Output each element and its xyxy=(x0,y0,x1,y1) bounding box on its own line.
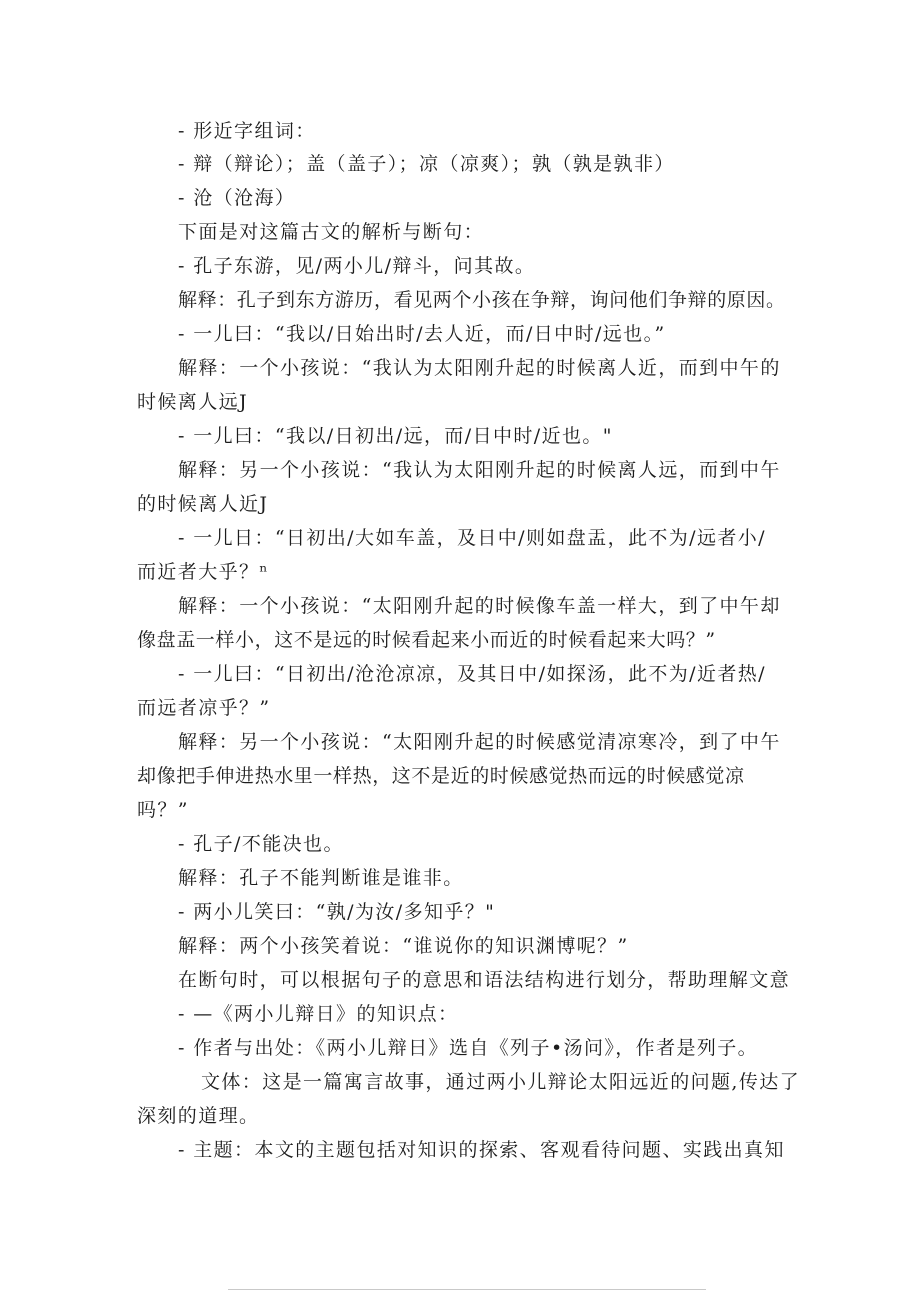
text-line: - 一儿曰：“我以/日始出时/去人近，而/日中时/远也。” xyxy=(178,323,666,345)
text-line: - 主题：本文的主题包括对知识的探索、客观看待问题、实践出真知 xyxy=(178,1139,785,1161)
text-line: - 一儿曰：“日初出/沧沧凉凉，及其日中/如探汤，此不为/近者热/ xyxy=(178,663,766,685)
text-line: 像盘盂一样小，这不是远的时候看起来小而近的时候看起来大吗？” xyxy=(137,629,716,651)
text-line: 的时候离人近J xyxy=(137,493,269,515)
text-line: - 辩（辩论）；盖（盖子）；凉（凉爽）；孰（孰是孰非） xyxy=(178,153,675,175)
text-line: - 作者与出处：《两小儿辩日》选自《列子•汤问》，作者是列子。 xyxy=(178,1037,759,1059)
text-line: 解释：另一个小孩说：“太阳刚升起的时候感觉清凉寒冷，到了中午 xyxy=(178,731,781,753)
text-line: - 一儿日：“日初出/大如车盖，及日中/则如盘盂，此不为/远者小/ xyxy=(178,527,766,549)
text-line: 在断句时，可以根据句子的意思和语法结构进行划分，帮助理解文意 xyxy=(178,969,791,991)
text-line: 深刻的道理。 xyxy=(137,1105,260,1127)
text-line: - 一儿曰：“我以/日初出/远，而/日中时/近也。" xyxy=(178,425,613,447)
text-line: 解释：一个小孩说：“我认为太阳刚升起的时候离人近，而到中午的 xyxy=(178,357,781,379)
page-bottom-divider xyxy=(228,1289,706,1290)
section-heading: - —《两小儿辩日》的知识点： xyxy=(178,1003,459,1025)
text-line: - 形近字组词： xyxy=(178,120,316,142)
text-line: 而近者大乎？ⁿ xyxy=(137,561,270,583)
text-line: 吗？” xyxy=(137,799,189,821)
text-line: - 两小儿笑曰：“孰/为汝/多知乎？" xyxy=(178,901,496,923)
text-line: 而远者凉乎？” xyxy=(137,697,271,719)
text-line: 下面是对这篇古文的解析与断句： xyxy=(178,221,485,243)
text-line: 解释：孔子到东方游历，看见两个小孩在争辩，询问他们争辩的原因。 xyxy=(178,289,786,311)
text-line: 却像把手伸进热水里一样热，这不是近的时候感觉热而远的时候感觉凉 xyxy=(137,765,745,787)
text-line: 解释：孔子不能判断谁是谁非。 xyxy=(178,867,464,889)
text-line: 解释：一个小孩说：“太阳刚升起的时候像车盖一样大，到了中午却 xyxy=(178,595,781,617)
text-line: - 孔子东游，见/两小儿/辩斗，问其故。 xyxy=(178,255,536,277)
text-line: - 沧（沧海） xyxy=(178,187,296,209)
text-line: - 孔子/不能决也。 xyxy=(178,833,344,855)
text-line: 时候离人远J xyxy=(137,391,249,413)
text-line: 解释：两个小孩笑着说：“谁说你的知识渊博呢？” xyxy=(178,935,629,957)
text-line: 解释：另一个小孩说：“我认为太阳刚升起的时候离人远，而到中午 xyxy=(178,459,781,481)
text-line: 文体：这是一篇寓言故事，通过两小儿辩论太阳远近的问题,传达了 xyxy=(201,1071,801,1093)
